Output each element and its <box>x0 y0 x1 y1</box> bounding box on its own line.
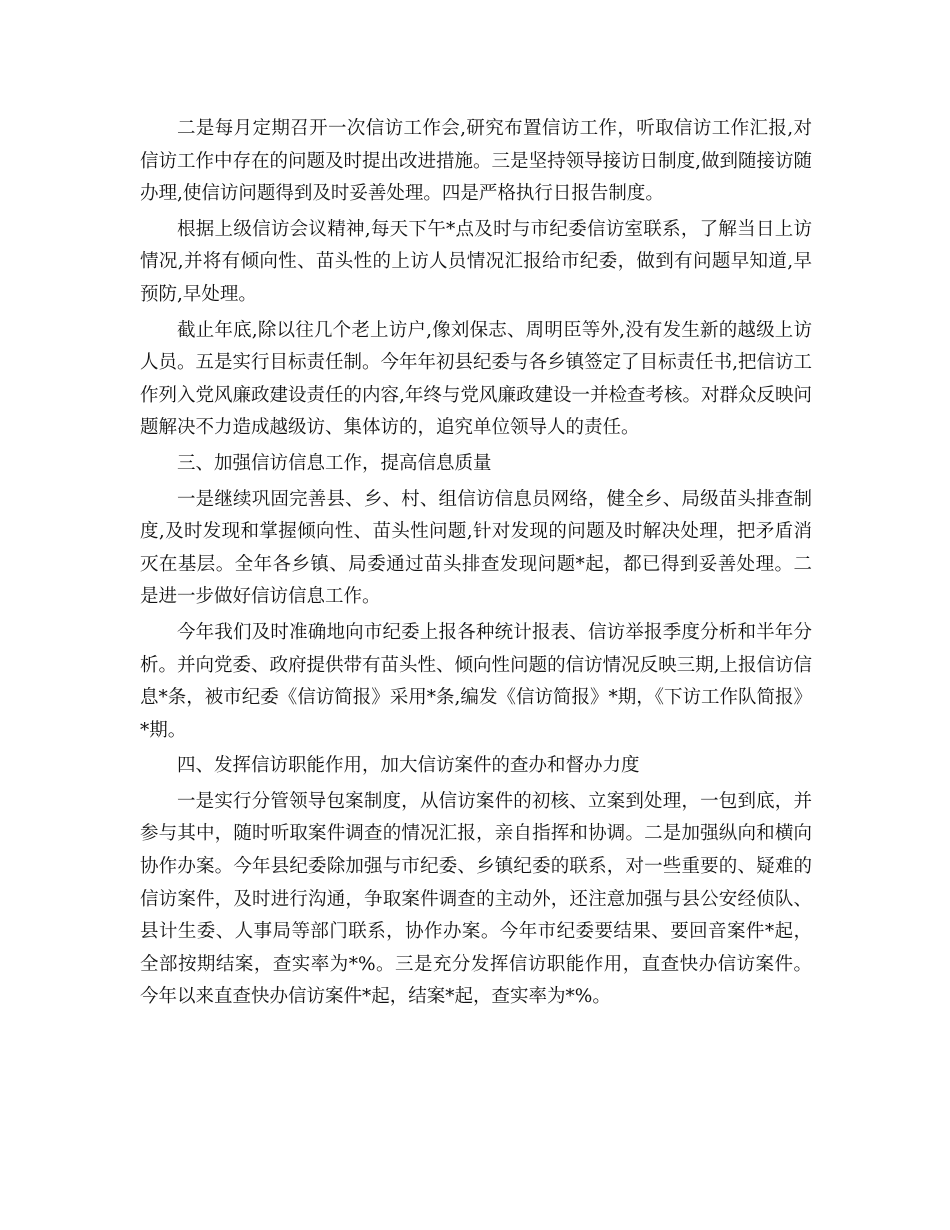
paragraph: 根据上级信访会议精神,每天下午*点及时与市纪委信访室联系，了解当日上访情况,并将有倾向性、苗头性的上访人员情况汇报给市纪委，做到有问题早知道,早预防,早处理。 <box>140 218 812 305</box>
paragraph: 二是每月定期召开一次信访工作会,研究布置信访工作，听取信访工作汇报,对信访工作中存在的问题及时提出改进措施。三是坚持领导接访日制度,做到随接访随办理,使信访问题得到及时妥善处理。四是严格执行日报告制度。 <box>140 118 812 205</box>
paragraph: 一是实行分管领导包案制度，从信访案件的初核、立案到处理，一包到底，并参与其中，随时听取案件调查的情况汇报，亲自指挥和协调。二是加强纵向和横向协作办案。今年县纪委除加强与市纪委、乡镇纪委的联系，对一些重要的、疑难的信访案件，及时进行沟通，争取案件调查的主动外，还注意加强与县公安经侦队、县计生委、人事局等部门联系，协作办案。今年市纪委要结果、要回音案件*起，全部按期结案，查实率为*%。三是充分发挥信访职能作用，直查快办信访案件。今年以来直查快办信访案件*起，结案*起，查实率为*%。 <box>140 790 812 1008</box>
paragraph: 截止年底,除以往几个老上访户,像刘保志、周明臣等外,没有发生新的越级上访人员。五是实行目标责任制。今年年初县纪委与各乡镇签定了目标责任书,把信访工作列入党风廉政建设责任的内容,年终与党风廉政建设一并检查考核。对群众反映问题解决不力造成越级访、集体访的，追究单位领导人的责任。 <box>140 319 812 439</box>
section-heading: 四、发挥信访职能作用，加大信访案件的查办和督办力度 <box>177 755 640 777</box>
paragraph: 今年我们及时准确地向市纪委上报各种统计报表、信访举报季度分析和半年分析。并向党委、政府提供带有苗头性、倾向性问题的信访情况反映三期,上报信访信息*条，被市纪委《信访简报》采用*条,编发《信访简报》*期，《下访工作队简报》*期。 <box>140 621 812 741</box>
section-heading: 三、加强信访信息工作，提高信息质量 <box>177 452 492 474</box>
document-page <box>140 113 812 1017</box>
paragraph: 一是继续巩固完善县、乡、村、组信访信息员网络，健全乡、局级苗头排查制度,及时发现和掌握倾向性、苗头性问题,针对发现的问题及时解决处理，把矛盾消灭在基层。全年各乡镇、局委通过苗头排查发现问题*起，都已得到妥善处理。二是进一步做好信访信息工作。 <box>140 488 812 608</box>
